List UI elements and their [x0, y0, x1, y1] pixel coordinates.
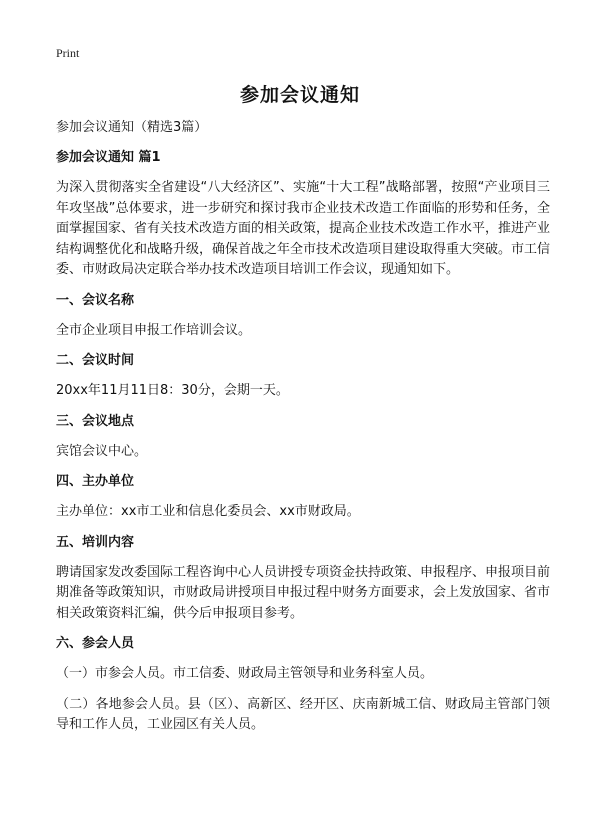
intro-paragraph: 为深入贯彻落实全省建设“八大经济区”、实施“十大工程”战略部署，按照“产业项目三年攻坚战”总体要求，进一步研究和探讨我市企业技术改造工作面临的形势和任务，全面掌握国家、省有关技术改造方面的相关政策，提高企业技术改造工作水平，推进产业结构调整优化和战略升级，确保首战之年全市技术改造项目建设取得重大突破。市工信委、市财政局决定联合举办技术改造项目培训工作会议，现通知如下。 [56, 180, 551, 277]
article-heading: 参加会议通知 篇1 [56, 150, 161, 165]
section-body-training-content: 聘请国家发改委国际工程咨询中心人员讲授专项资金扶持政策、申报程序、申报项目前期准备等政策知识，市财政局讲授项目申报过程中财务方面要求，会上发放国家、省市相关政策资料汇编，供今后申报项目参考。 [56, 564, 551, 621]
section-heading-meeting-name: 一、会议名称 [56, 292, 135, 308]
section-heading-meeting-time: 二、会议时间 [56, 353, 135, 368]
section-heading-training-content: 五、培训内容 [56, 534, 135, 550]
section-body-attendees-local: （二）各地参会人员。县（区）、高新区、经开区、庆南新城工信、财政局主管部门领导和工作人员，工业园区有关人员。 [56, 696, 550, 732]
page-title: 参加会议通知 [239, 84, 360, 106]
section-heading-organizer: 四、主办单位 [56, 474, 135, 489]
print-label: Print [56, 46, 80, 60]
section-heading-meeting-location: 三、会议地点 [56, 413, 135, 429]
section-body-meeting-name: 全市企业项目申报工作培训会议。 [56, 322, 252, 338]
document-body [56, 118, 550, 746]
section-heading-attendees: 六、参会人员 [56, 636, 135, 651]
section-body-meeting-time: 20xx年11月11日8：30分，会期一天。 [56, 383, 289, 398]
section-body-meeting-location: 宾馆会议中心。 [56, 443, 148, 459]
document-subtitle: 参加会议通知（精选3篇） [56, 120, 208, 135]
section-body-attendees-city: （一）市参会人员。市工信委、财政局主管领导和业务科室人员。 [56, 666, 434, 681]
section-body-organizer: 主办单位：xx市工业和信息化委员会、xx市财政局。 [56, 504, 360, 519]
